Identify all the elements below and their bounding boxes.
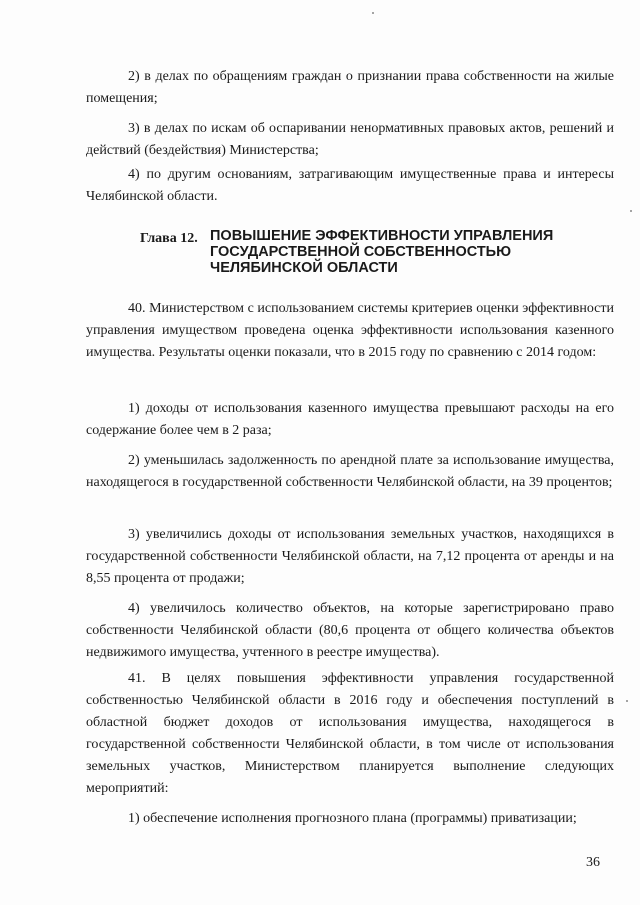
scan-speck [372, 12, 374, 14]
paragraph-41-item-1: 1) обеспечение исполнения прогнозного плана (программы) приватизации; [128, 811, 577, 826]
paragraph-40: 40. Министерством с использованием системы критериев оценки эффективности управления имуществом проведена оценка эффективности использования казенного имущества. Результаты оценки показали, что в 2015 году по сравнению с 2014 годом: [86, 301, 614, 360]
chapter-title: ПОВЫШЕНИЕ ЭФФЕКТИВНОСТИ УПРАВЛЕНИЯ ГОСУДАРСТВЕННОЙ СОБСТВЕННОСТЬЮ ЧЕЛЯБИНСКОЙ ОБЛАСТИ [210, 228, 554, 276]
paragraph-40-item-3: 3) увеличились доходы от использования земельных участков, находящихся в государственной собственности Челябинской области, на 7,12 процента от аренды и на 8,55 процента от продажи; [86, 527, 614, 586]
chapter-number: Глава 12. [140, 231, 198, 246]
scan-speck [626, 700, 628, 702]
paragraph-40-item-1: 1) доходы от использования казенного имущества превышают расходы на его содержание более чем в 2 раза; [86, 401, 614, 438]
paragraph-item-2: 2) в делах по обращениям граждан о признании права собственности на жилые помещения; [86, 69, 614, 106]
page-number: 36 [586, 855, 600, 870]
scan-speck [630, 210, 632, 212]
paragraph-item-3: 3) в делах по искам об оспаривании ненормативных правовых актов, решений и действий (бездействия) Министерства; [86, 121, 614, 158]
paragraph-40-item-2: 2) уменьшилась задолженность по арендной плате за использование имущества, находящегося в государственной собственности Челябинской области, на 39 процентов; [86, 453, 614, 490]
paragraph-item-4: 4) по другим основаниям, затрагивающим имущественные права и интересы Челябинской области. [86, 167, 614, 204]
paragraph-40-item-4: 4) увеличилось количество объектов, на которые зарегистрировано право собственности Челябинской области (80,6 процента от общего количества объектов недвижимого имущества, учтенного в реестре имущества). [86, 601, 614, 660]
paragraph-41: 41. В целях повышения эффективности управления государственной собственностью Челябинской области в 2016 году и обеспечения поступлений в областной бюджет доходов от использования имущества, находящегося в государственной собственности Челябинской области, в том числе от использования земельных участков, Министерством планируется выполнение следующих мероприятий: [86, 671, 614, 796]
